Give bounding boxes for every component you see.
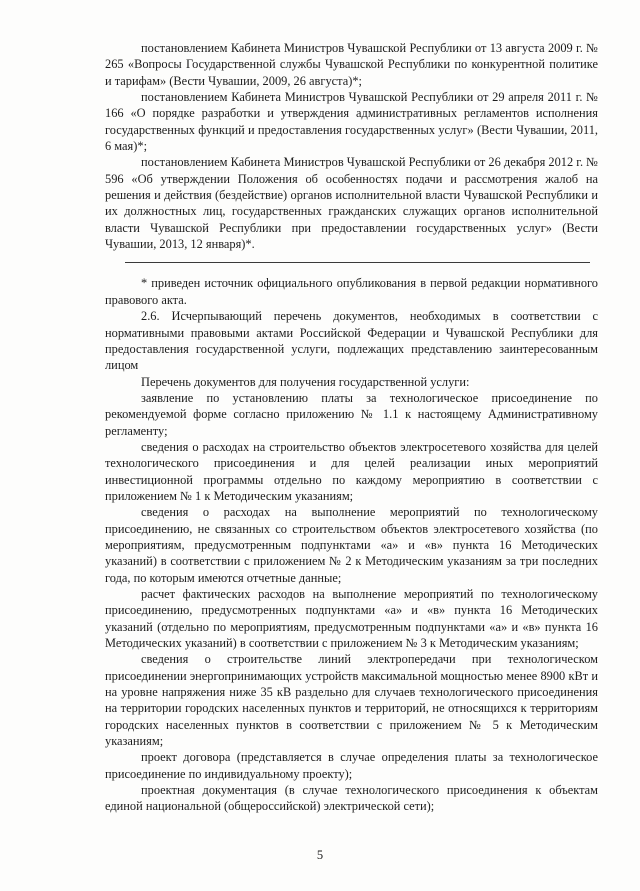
- footnote: * приведен источник официального опубликования в первой редакции нормативного правового акта.: [105, 276, 598, 307]
- paragraph-project-docs: проектная документация (в случае технологического присоединения к объектам единой национальной (общероссийской) электрической сети);: [105, 783, 598, 814]
- footnote-gap: [105, 252, 598, 275]
- footnote-separator: [125, 262, 590, 263]
- paragraph-application: заявление по установлению платы за технологическое присоединение по рекомендуемой форме согласно приложению № 1.1 к настоящему Административному регламенту;: [105, 390, 598, 438]
- paragraph-resolution-265: постановлением Кабинета Министров Чувашской Республики от 13 августа 2009 г. № 265 «Вопросы Государственной службы Чувашской Республики по конкурентной политике и тарифам» (Вести Чувашии, 2009, 26 августа)*;: [105, 41, 598, 88]
- paragraph-2-6: 2.6. Исчерпывающий перечень документов, необходимых в соответствии с нормативными правовыми актами Российской Федерации и Чувашской Республики для предоставления государственной услуги, подлежащих представлению заинтересованным лицом: [105, 309, 598, 373]
- paragraph-power-lines: сведения о строительстве линий электропередачи при технологическом присоединении энергопринимающих устройств максимальной мощностью менее 8900 кВт и на уровне напряжения ниже 35 кВ раздельно для случаев технологического присоединения на территории городских населенных пунктов и территорий, не относящихся к территориям городских населенных пунктов в соответствии с приложением № 5 к Методическим указаниям;: [105, 652, 598, 749]
- paragraph-connection-costs: сведения о расходах на выполнение мероприятий по технологическому присоединению, не связанных со строительством объектов электросетевого хозяйства (по мероприятиям, предусмотренным подпунктами «а» и «в» пункта 16 Методических указаний) в соответствии с приложением № 2 к Методическим указаниям за три последних года, по которым имеются отчетные данные;: [105, 505, 598, 585]
- document-body: [105, 40, 598, 815]
- paragraph-resolution-596: постановлением Кабинета Министров Чувашской Республики от 26 декабря 2012 г. № 596 «Об утверждении Положения об особенностях подачи и рассмотрения жалоб на решения и действия (бездействие) органов исполнительной власти Чувашской Республики и их должностных лиц, государственных гражданских служащих органов исполнительной власти Чувашской Республики при предоставлении государственных услуг» (Вести Чувашии, 2013, 12 января)*.: [105, 155, 598, 252]
- paragraph-actual-costs: расчет фактических расходов на выполнение мероприятий по технологическому присоединению, предусмотренных подпунктами «а» и «в» пункта 16 Методических указаний (отдельно по мероприятиям, предусмотренным подпунктами «а» и «в» пункта 16 Методических указаний) в соответствии с приложением № 3 к Методическим указаниям;: [105, 587, 598, 651]
- paragraph-draft-contract: проект договора (представляется в случае определения платы за технологическое присоединение по индивидуальному проекту);: [105, 750, 598, 781]
- paragraph-resolution-166: постановлением Кабинета Министров Чувашской Республики от 29 апреля 2011 г. № 166 «О порядке разработки и утверждения административных регламентов исполнения государственных функций и предоставления государственных услуг» (Вести Чувашии, 2011, 6 мая)*;: [105, 90, 598, 154]
- paragraph-construction-costs: сведения о расходах на строительство объектов электросетевого хозяйства для целей технологического присоединения и для целей реализации иных мероприятий инвестиционной программы отдельно по каждому мероприятию в соответствии с приложением № 1 к Методическим указаниям;: [105, 439, 598, 503]
- page-number: 5: [316, 848, 324, 862]
- paragraph-doc-list-intro: Перечень документов для получения государственной услуги:: [141, 374, 470, 389]
